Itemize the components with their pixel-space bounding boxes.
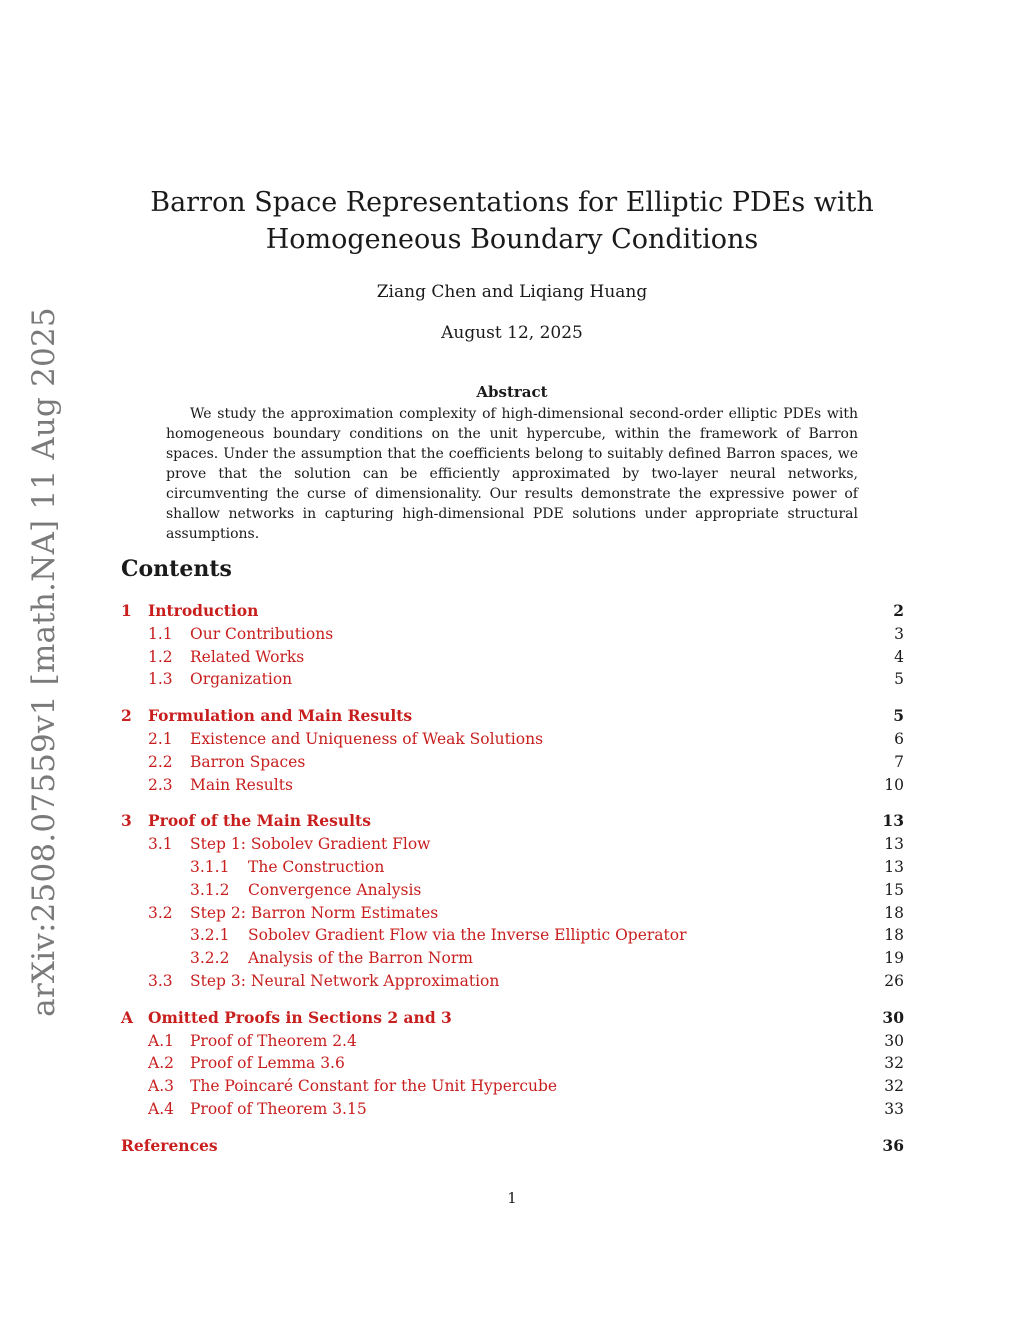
toc-entry-number[interactable]: A.4 [148, 1099, 174, 1118]
toc-entry-number[interactable]: 2.1 [148, 729, 173, 748]
toc-entry-page[interactable]: 32 [884, 1077, 904, 1096]
toc-entry[interactable] [121, 947, 904, 970]
toc-entry-page[interactable]: 5 [893, 706, 904, 726]
toc-entry[interactable] [121, 970, 904, 993]
abstract-heading: Abstract [476, 383, 548, 401]
toc-entry-link[interactable]: Our Contributions [190, 624, 334, 643]
toc-entry-page[interactable]: 19 [884, 949, 904, 968]
toc-entry-number[interactable]: A.3 [148, 1077, 174, 1096]
toc-entry-number[interactable]: 1.1 [148, 624, 173, 643]
toc-entry-page[interactable]: 4 [894, 647, 904, 666]
toc-entry[interactable] [121, 600, 904, 623]
arxiv-identifier-stamp: arXiv:2508.07559v1 [math.NA] 11 Aug 2025 [26, 307, 62, 1017]
toc-entry-link[interactable]: Organization [190, 670, 293, 689]
abstract-text: We study the approximation complexity of high-dimensional second-order elliptic PDEs with homogeneous boundary conditions on the unit hypercube, within the framework of Barron spaces. Under the assumption that the coefficients belong to suitably defined Barron spaces, we prove that the solution can be efficiently approximated by two-layer neural networks, circumventing the curse of dimensionality. Our results demonstrate the expressive power of shallow networks in capturing high-dimensional PDE solutions under appropriate structural assumptions. [166, 406, 858, 542]
toc-entry[interactable] [121, 668, 904, 691]
toc-entry-page[interactable]: 18 [884, 903, 904, 922]
toc-entry-page[interactable]: 33 [884, 1099, 904, 1118]
toc-entry[interactable] [121, 623, 904, 646]
toc-entry[interactable] [121, 1030, 904, 1053]
toc-entry[interactable] [121, 1098, 904, 1121]
toc-entry-link[interactable]: References [121, 1135, 218, 1155]
toc-entry-number[interactable]: 3 [121, 811, 132, 831]
toc-entry-page[interactable]: 32 [884, 1054, 904, 1073]
toc-entry-number[interactable]: 1.2 [148, 647, 173, 666]
toc-entry-link[interactable]: Step 3: Neural Network Approximation [190, 971, 500, 990]
toc-entry-link[interactable]: Introduction [148, 601, 259, 620]
toc-entry-link[interactable]: Formulation and Main Results [148, 706, 413, 726]
table-of-contents [121, 600, 904, 1158]
toc-entry-link[interactable]: Related Works [190, 647, 305, 666]
toc-entry-page[interactable]: 26 [884, 971, 904, 990]
page-number: 1 [507, 1189, 517, 1207]
toc-entry-number[interactable]: 3.3 [148, 971, 173, 990]
toc-entry[interactable] [121, 751, 904, 774]
toc-entry-page[interactable]: 5 [894, 670, 904, 689]
toc-entry-number[interactable]: 3.1.2 [190, 880, 230, 899]
toc-entry-page[interactable]: 2 [893, 601, 904, 620]
toc-entry-page[interactable]: 13 [884, 857, 904, 876]
toc-entry-number[interactable]: A.2 [148, 1054, 174, 1073]
toc-entry-page[interactable]: 10 [884, 775, 904, 794]
contents-heading: Contents [121, 556, 232, 582]
toc-entry-page[interactable]: 30 [884, 1031, 904, 1050]
toc-entry[interactable] [121, 1007, 904, 1030]
toc-entry-page[interactable]: 36 [882, 1135, 904, 1155]
toc-entry-number[interactable]: 2.2 [148, 752, 173, 771]
toc-entry-page[interactable]: 3 [894, 624, 904, 643]
toc-entry-page[interactable]: 13 [882, 811, 904, 831]
toc-entry-page[interactable]: 30 [882, 1007, 904, 1027]
toc-entry-page[interactable]: 7 [894, 752, 904, 771]
toc-entry-link[interactable]: Main Results [190, 775, 293, 794]
toc-entry-number[interactable]: 1 [121, 601, 132, 620]
toc-entry[interactable] [121, 833, 904, 856]
toc-entry[interactable] [121, 1052, 904, 1075]
toc-entry[interactable] [121, 646, 904, 669]
toc-entry-number[interactable]: 3.2 [148, 903, 173, 922]
toc-entry-link[interactable]: Step 1: Sobolev Gradient Flow [190, 835, 431, 854]
toc-entry-link[interactable]: Proof of Lemma 3.6 [190, 1054, 345, 1073]
toc-entry-page[interactable]: 15 [884, 880, 904, 899]
toc-entry[interactable] [121, 879, 904, 902]
toc-entry-link[interactable]: Convergence Analysis [248, 880, 422, 899]
toc-entry-number[interactable]: 3.2.2 [190, 949, 230, 968]
toc-entry-page[interactable]: 18 [884, 926, 904, 945]
toc-entry-number[interactable]: 2.3 [148, 775, 173, 794]
toc-entry[interactable] [121, 810, 904, 833]
toc-entry-link[interactable]: Step 2: Barron Norm Estimates [190, 903, 439, 922]
paper-date: August 12, 2025 [441, 323, 583, 343]
toc-entry-link[interactable]: Proof of Theorem 2.4 [190, 1031, 357, 1050]
paper-title: Barron Space Representations for Elliptic PDEs with Homogeneous Boundary Conditions [150, 187, 874, 255]
toc-entry[interactable] [121, 705, 904, 728]
toc-entry[interactable] [121, 902, 904, 925]
toc-entry-link[interactable]: Analysis of the Barron Norm [248, 949, 473, 968]
toc-entry[interactable] [121, 774, 904, 797]
toc-entry-number[interactable]: 2 [121, 706, 132, 726]
paper-authors: Ziang Chen and Liqiang Huang [376, 282, 648, 302]
toc-entry[interactable] [121, 856, 904, 879]
toc-entry-page[interactable]: 6 [894, 729, 904, 748]
toc-entry-link[interactable]: Barron Spaces [190, 752, 306, 771]
toc-entry-link[interactable]: Existence and Uniqueness of Weak Solutions [190, 729, 544, 748]
toc-entry-number[interactable]: A [121, 1007, 134, 1027]
toc-entry-page[interactable]: 13 [884, 835, 904, 854]
toc-entry-link[interactable]: Sobolev Gradient Flow via the Inverse Elliptic Operator [248, 926, 687, 945]
toc-entry-number[interactable]: 1.3 [148, 670, 173, 689]
toc-entry[interactable] [121, 728, 904, 751]
toc-entry-number[interactable]: 3.1 [148, 835, 173, 854]
toc-entry[interactable] [121, 1135, 904, 1158]
toc-entry-link[interactable]: The Construction [248, 857, 385, 876]
toc-entry-number[interactable]: 3.2.1 [190, 926, 230, 945]
toc-entry[interactable] [121, 924, 904, 947]
toc-entry-link[interactable]: Proof of Theorem 3.15 [190, 1099, 367, 1118]
toc-entry[interactable] [121, 1075, 904, 1098]
toc-entry-number[interactable]: A.1 [148, 1031, 174, 1050]
toc-entry-number[interactable]: 3.1.1 [190, 857, 230, 876]
toc-entry-link[interactable]: Proof of the Main Results [148, 811, 371, 831]
toc-entry-link[interactable]: The Poincaré Constant for the Unit Hypercube [190, 1077, 558, 1096]
toc-entry-link[interactable]: Omitted Proofs in Sections 2 and 3 [148, 1007, 452, 1027]
